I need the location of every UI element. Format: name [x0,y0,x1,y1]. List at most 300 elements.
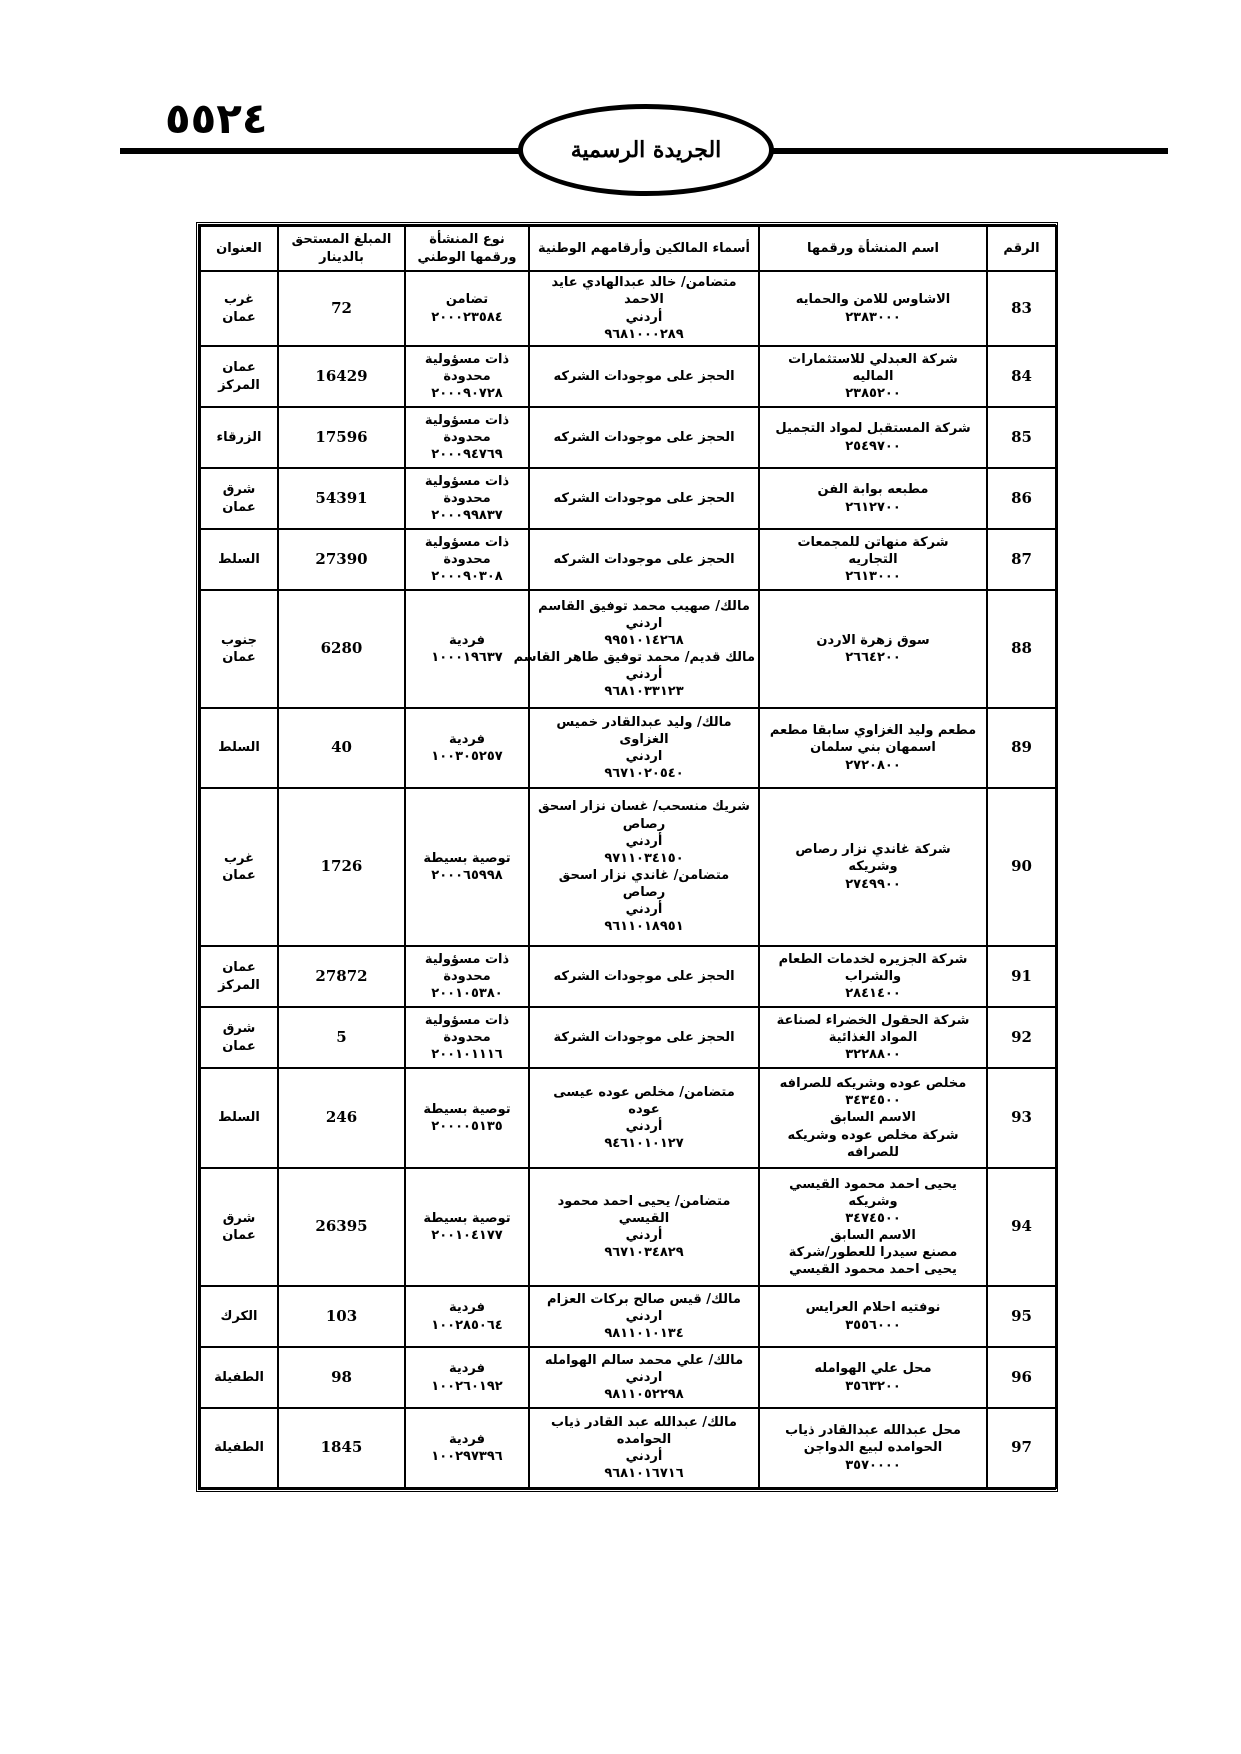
cell-type-lines [409,473,525,524]
cell-entity-lines [763,1176,983,1279]
cell-type-line: ٢٠٠٠٩٠٧٢٨ [431,386,503,402]
cell-owners-lines [533,368,755,385]
cell-type-line: توصية بسيطة [423,1101,511,1117]
cell-owners-line: الحجز على موجودات الشركه [553,429,735,445]
cell-entity [759,1347,987,1408]
cell-entity-line: المواد الغذائية [828,1029,918,1045]
cell-address [200,1347,278,1408]
cell-owners-line: شريك منسحب/ غسان نزار اسحق [538,799,750,815]
cell-owners-line: الحوامده [616,1431,672,1447]
cell-entity [759,1168,987,1286]
cell-entity [759,946,987,1007]
cell-amount: 27872 [278,946,405,1007]
cell-entity-line: سوق زهرة الاردن [816,632,930,648]
cell-owners [529,1347,759,1408]
cell-type-line: محدودة [443,429,491,445]
cell-owners [513,590,759,708]
cell-owners-line: أردني [625,1228,663,1243]
cell-entity-line: ٣٥٦٣٢٠٠ [845,1378,901,1394]
cell-address [200,1286,278,1347]
cell-entity-line: ٣٥٧٠٠٠٠ [845,1457,901,1473]
cell-address-line: غرب [223,292,255,308]
cell-address-line: عمان [222,360,256,376]
cell-type-line: محدودة [443,968,491,984]
cell-entity-line: ٣٤٧٤٥٠٠ [845,1210,901,1226]
cell-owners-line: مالك/ علي محمد سالم الهوامله [544,1352,744,1368]
table-row [200,407,1056,468]
cell-owners-lines [533,1352,755,1403]
cell-address-lines [204,429,274,446]
cell-address-line: الكرك [220,1308,258,1324]
cell-address-line: الطفيلة [214,1440,264,1456]
cell-type-line: فردية [448,731,486,747]
cell-amount: 27390 [278,529,405,590]
cell-entity-line: شركة العبدلي للاستثمارات [788,351,958,367]
cell-address [200,590,278,708]
cell-address [200,407,278,468]
cell-type-line: ١٠٠٣٠٥٢٥٧ [431,749,503,764]
cell-owners-line: الاحمد [624,292,664,308]
table-body [200,271,1056,1488]
cell-owners [529,946,759,1007]
cell-address-line: عمان [222,499,256,515]
cell-type-line: فردية [448,1431,486,1447]
cell-entity-line: مصنع سيدرا للعطور/شركة [788,1245,958,1261]
cell-type [405,1347,529,1408]
cell-type [405,529,529,590]
cell-number: 92 [987,1007,1056,1068]
cell-address-lines [204,359,274,393]
cell-type-line: ١٠٠٢٨٥٠٦٤ [431,1317,503,1333]
cell-type [405,468,529,529]
cell-entity-line: وشريكه [848,1193,898,1209]
cell-entity-lines [763,481,983,515]
cell-owners [529,708,759,788]
cell-type-line: ٢٠٠٠٩٠٣٠٨ [431,569,503,585]
cell-type-lines [409,1210,525,1244]
cell-owners-line: عوده [628,1101,660,1117]
cell-type-line: ١٠٠٢٦٠١٩٢ [431,1378,503,1394]
cell-address-lines [204,1308,274,1325]
cell-type-line: ذات مسؤولية [424,1012,510,1028]
cell-address-lines [204,850,274,884]
cell-type-line: محدودة [443,368,491,384]
cell-entity-line: ٢٦١٢٧٠٠ [845,499,901,515]
cell-type-line: ٢٠٠١٠٥٣٨٠ [431,986,503,1002]
cell-owners [529,788,759,946]
cell-owners-line: متضامن/ خالد عبدالهادي عايد [551,275,737,291]
cell-entity-line: شركة الحقول الخضراء لصناعة [776,1012,970,1028]
table-row [200,1068,1056,1168]
cell-entity-line: التجاريه [848,551,898,567]
cell-type-lines [409,1360,525,1394]
cell-address-line: الزرقاء [216,429,262,445]
cell-entity-line: والشراب [844,968,902,984]
cell-address-line: عمان [222,309,256,325]
cell-number: 97 [987,1408,1056,1488]
cell-entity-lines [763,1075,983,1161]
cell-type-lines [409,412,525,463]
cell-owners-line: الغزاوى [619,731,669,747]
cell-owners-line: أردني [625,309,663,325]
cell-address-lines [204,739,274,756]
cell-amount: 6280 [278,590,405,708]
cell-owners-line: ٩٦٨١٠٣٣١٢٣ [604,684,684,700]
cell-address [200,946,278,1007]
cell-owners-line: أردني [625,667,663,683]
cell-type-line: توصية بسيطة [423,850,511,866]
cell-entity [759,1286,987,1347]
table-row [200,1007,1056,1068]
cell-owners-line: ٩٧١١٠٣٤١٥٠ [604,850,684,866]
table-row [200,529,1056,590]
cell-type-line: ذات مسؤولية [424,534,510,550]
cell-type-lines [409,951,525,1002]
cell-type [405,1068,529,1168]
cell-owners-line: ٩٨١١٠٥٢٢٩٨ [604,1387,684,1403]
cell-owners-lines [533,490,755,507]
cell-entity-lines [763,1299,983,1333]
cell-address [200,1007,278,1068]
cell-number: 88 [987,590,1056,708]
cell-entity-line: نوفتيه احلام العرايس [805,1300,941,1316]
cell-owners-lines [533,1084,755,1153]
cell-entity-line: ٢٥٤٩٧٠٠ [845,438,901,454]
cell-entity-line: محل علي الهوامله [814,1361,932,1377]
cell-owners [529,1286,759,1347]
cell-entity-line: يحيى احمد محمود القيسي [789,1262,957,1278]
cell-entity-line: الاسم السابق [830,1110,916,1126]
cell-entity-lines [763,1422,983,1473]
cell-owners-lines [533,274,755,343]
cell-address-line: المركز [218,977,260,993]
cell-owners-line: اردني [625,1369,663,1385]
cell-owners-line: ٩٦٧١٠٢٠٥٤٠ [604,766,684,782]
cell-owners-lines [533,798,755,935]
cell-owners-line: اردني [625,615,663,631]
cell-number: 86 [987,468,1056,529]
cell-owners [529,271,759,346]
cell-type-line: ٢٠٠٠٠٥١٣٥ [431,1119,503,1134]
cell-owners-line: رصاص [622,885,666,901]
cell-owners-lines [533,968,755,985]
cell-owners [529,407,759,468]
cell-number: 94 [987,1168,1056,1286]
cell-owners-line: ٩٦١١٠١٨٩٥١ [604,919,684,935]
cell-entity-lines [763,420,983,454]
cell-number: 83 [987,271,1056,346]
cell-entity-line: محل عبدالله عبدالقادر ذياب [785,1423,961,1439]
cell-entity [759,1408,987,1488]
cell-type-lines [409,1012,525,1063]
cell-owners-line: القيسي [618,1210,670,1226]
cell-owners-lines [533,714,755,783]
cell-owners-line: مالك/ قيس صالح بركات العزام [547,1291,741,1307]
cell-entity-line: اسمهان بني سلمان [810,740,936,756]
cell-owners-line: الحجز على موجودات الشركة [553,1029,735,1045]
cell-address-line: عمان [222,1038,256,1054]
cell-owners-line: ٩٩٥١٠١٤٢٦٨ [604,632,684,648]
cell-entity-line: للصرافه [847,1144,899,1160]
cell-number: 95 [987,1286,1056,1347]
cell-entity-line: شركة غاندي نزار رصاص [795,842,951,858]
cell-address-lines [204,1369,274,1386]
cell-address [200,1068,278,1168]
cell-entity [759,407,987,468]
cell-type-line: فردية [448,1300,486,1316]
cell-address-lines [204,1020,274,1054]
cell-entity-line: شركة الجزيره لخدمات الطعام [778,951,968,967]
cell-owners-line: اردني [625,1308,663,1324]
gazette-title: الجريدة الرسمية [570,137,722,163]
cell-owners-lines [533,1291,755,1342]
cell-owners-line: ٩٤٦١٠١٠١٢٧ [604,1136,684,1152]
cell-entity [759,529,987,590]
cell-entity-lines [763,1360,983,1394]
cell-entity-line: ٣٢٢٨٨٠٠ [845,1047,901,1063]
cell-entity-line: شركة المستقبل لمواد التجميل [775,421,971,437]
cell-amount: 17596 [278,407,405,468]
cell-entity-line: ٢٦٦٤٢٠٠ [845,650,901,665]
cell-entity-line: ٣٥٥٦٠٠٠ [845,1317,901,1333]
cell-type-line: ذات مسؤولية [424,412,510,428]
cell-address-lines [204,291,274,325]
cell-type-lines [409,1299,525,1333]
column-header-entity: اسم المنشأة ورقمها [759,226,987,271]
cell-owners-lines [533,1414,755,1483]
cell-address-lines [204,1439,274,1456]
cell-number: 91 [987,946,1056,1007]
cell-entity-line: الماليه [852,368,894,384]
cell-type-line: محدودة [443,490,491,506]
cell-owners [529,1408,759,1488]
cell-number: 93 [987,1068,1056,1168]
cell-entity-lines [763,534,983,585]
cell-type-line: فردية [448,1361,486,1377]
cell-amount: 16429 [278,346,405,407]
table-row [200,271,1056,346]
cell-type-line: محدودة [443,551,491,567]
cell-entity-lines [763,951,983,1002]
cell-amount: 98 [278,1347,405,1408]
cell-type [405,1168,529,1286]
cell-type-lines [409,534,525,585]
cell-type-line: ١٠٠٠١٩٦٣٧ [431,650,503,665]
cell-address [200,529,278,590]
cell-owners-line: متضامن/ غاندي نزار اسحق [558,868,730,883]
cell-owners-lines [533,1193,755,1262]
cell-address [200,1168,278,1286]
cell-owners-line: متضامن/ مخلص عوده عيسى [553,1084,735,1100]
cell-entity [759,590,987,708]
cell-owners-line: أردني [625,1119,663,1134]
gazette-title-oval [518,104,774,196]
cell-address-line: شرق [222,1210,256,1226]
cell-type-lines [409,731,525,765]
column-header-address: العنوان [200,226,278,271]
cell-type-line: ١٠٠٢٩٧٣٩٦ [431,1449,503,1464]
cell-type [405,271,529,346]
table-row [200,1168,1056,1286]
registry-table-frame [196,222,1058,1492]
cell-number: 85 [987,407,1056,468]
cell-address-line: شرق [222,1021,256,1037]
cell-entity-lines [763,841,983,892]
cell-owners [529,529,759,590]
cell-owners-line: أردني [625,833,663,849]
cell-address-line: السلط [218,551,260,567]
cell-type-lines [409,1431,525,1465]
cell-entity-line: يحيى احمد محمود القيسي [789,1176,957,1192]
cell-amount: 40 [278,708,405,788]
cell-address-line: المركز [218,377,260,393]
cell-entity-line: شركة مخلص عوده وشريكه [787,1127,959,1143]
cell-entity-lines [763,722,983,773]
cell-entity-line: ٢٧٤٩٩٠٠ [845,876,901,892]
cell-number: 87 [987,529,1056,590]
cell-owners [529,1068,759,1168]
column-header-amount: المبلغ المستحق بالدينار [278,226,405,271]
cell-owners-line: مالك/ صهيب محمد توفيق القاسم [538,598,750,614]
cell-amount: 5 [278,1007,405,1068]
cell-owners-line: الحجز على موجودات الشركه [553,490,735,506]
cell-type [405,407,529,468]
cell-address-line: شرق [222,482,256,498]
cell-entity-line: ٢٣٨٥٢٠٠ [845,386,901,402]
cell-owners-line: ٩٦٧١٠٣٤٨٢٩ [604,1245,684,1261]
cell-entity-line: الاشاوس للامن والحمايه [795,292,951,308]
cell-type-line: ٢٠٠٠٩٤٧٦٩ [431,447,503,463]
cell-address [200,468,278,529]
cell-address [200,788,278,946]
table-row [200,946,1056,1007]
cell-entity-line: ٢٣٨٣٠٠٠ [845,309,901,325]
cell-address-line: عمان [222,1228,256,1243]
cell-type-line: تضامن [445,292,489,308]
cell-owners-line: رصاص [622,816,666,832]
cell-type-lines [409,1101,525,1135]
cell-type [405,708,529,788]
cell-type-line: ذات مسؤولية [424,351,510,367]
cell-type-lines [409,850,525,884]
cell-address [200,708,278,788]
cell-entity-line: الاسم السابق [830,1228,916,1243]
cell-owners-line: مالك/ عبدالله عبد القادر ذياب [551,1414,737,1430]
cell-owners-line: أردني [625,1449,663,1464]
page-number: ٥٥٢٤ [165,94,268,143]
cell-address-line: عمان [222,650,256,665]
cell-entity-lines [763,351,983,402]
cell-entity [759,708,987,788]
cell-type-line: توصية بسيطة [423,1210,511,1226]
cell-owners-line: أردني [625,902,663,918]
cell-entity-line: الحوامده لبيع الدواجن [803,1440,943,1456]
cell-type-line: ٢٠٠١٠٤١٧٧ [431,1228,503,1243]
table-header-row [200,226,1056,271]
cell-type [405,346,529,407]
cell-number: 96 [987,1347,1056,1408]
cell-address-line: السلط [218,1110,260,1126]
cell-address-line: جنوب [221,632,257,648]
cell-type-line: محدودة [443,1029,491,1045]
cell-type [405,788,529,946]
cell-owners-line: ٩٦٨١٠٠٠٢٨٩ [604,326,684,342]
cell-number: 89 [987,708,1056,788]
table-row [200,346,1056,407]
cell-type [405,1007,529,1068]
cell-entity-lines [763,632,983,666]
cell-owners-lines [533,429,755,446]
cell-type-line: ٢٠٠٠٩٩٨٣٧ [431,508,503,524]
cell-entity [759,788,987,946]
cell-owners-line: مالك/ وليد عبدالقادر خميس [556,714,732,730]
cell-address-lines [204,481,274,515]
registry-table [199,225,1057,1489]
cell-entity-line: مطبعه بوابة الفن [817,482,929,498]
cell-address-line: غرب [223,850,255,866]
cell-entity-line: شركة منهاتن للمجمعات [797,534,949,550]
cell-amount: 1845 [278,1408,405,1488]
cell-type-line: ذات مسؤولية [424,951,510,967]
cell-type [405,946,529,1007]
cell-owners-line: ٩٦٨١٠١٦٧١٦ [604,1466,684,1482]
cell-type-line: ٢٠٠٠٦٥٩٩٨ [431,868,503,883]
cell-number: 90 [987,788,1056,946]
cell-entity-line: ٢٨٤١٤٠٠ [845,986,901,1002]
cell-type-lines [409,632,525,666]
cell-amount: 26395 [278,1168,405,1286]
cell-owners-line: اردني [625,749,663,764]
cell-address-lines [204,959,274,993]
cell-type-line: ذات مسؤولية [424,473,510,489]
cell-type [405,1286,529,1347]
cell-entity-line: ٣٤٣٤٥٠٠ [845,1093,901,1109]
column-header-number: الرقم [987,226,1056,271]
table-row [200,590,1056,708]
cell-owners [529,346,759,407]
cell-entity-lines [763,291,983,325]
table-row [200,1408,1056,1488]
cell-owners-line: مالك قديم/ محمد توفيق طاهر القاسم [513,650,755,665]
column-header-type: نوع المنشأة ورقمها الوطني [405,226,529,271]
cell-entity [759,1007,987,1068]
cell-address-lines [204,1210,274,1244]
cell-entity-line: وشريكه [848,859,898,875]
table-row [200,788,1056,946]
cell-entity-line: مطعم وليد الغزاوي سابقا مطعم [769,723,977,739]
cell-type-line: فردية [448,632,486,648]
table-row [200,1347,1056,1408]
cell-owners [529,1007,759,1068]
cell-entity [759,346,987,407]
cell-amount: 246 [278,1068,405,1168]
cell-address-lines [204,632,274,666]
cell-type [405,590,529,708]
cell-address-lines [204,1109,274,1126]
table-row [200,1286,1056,1347]
cell-entity-line: ٢٧٢٠٨٠٠ [845,757,901,773]
cell-amount: 72 [278,271,405,346]
cell-type-line: ٢٠٠٠٢٣٥٨٤ [431,309,503,325]
table-row [200,468,1056,529]
cell-owners-line: الحجز على موجودات الشركه [553,551,735,567]
cell-entity [759,1068,987,1168]
cell-owners-lines [533,1029,755,1046]
table-row [200,708,1056,788]
cell-entity [759,468,987,529]
cell-amount: 54391 [278,468,405,529]
cell-address [200,271,278,346]
